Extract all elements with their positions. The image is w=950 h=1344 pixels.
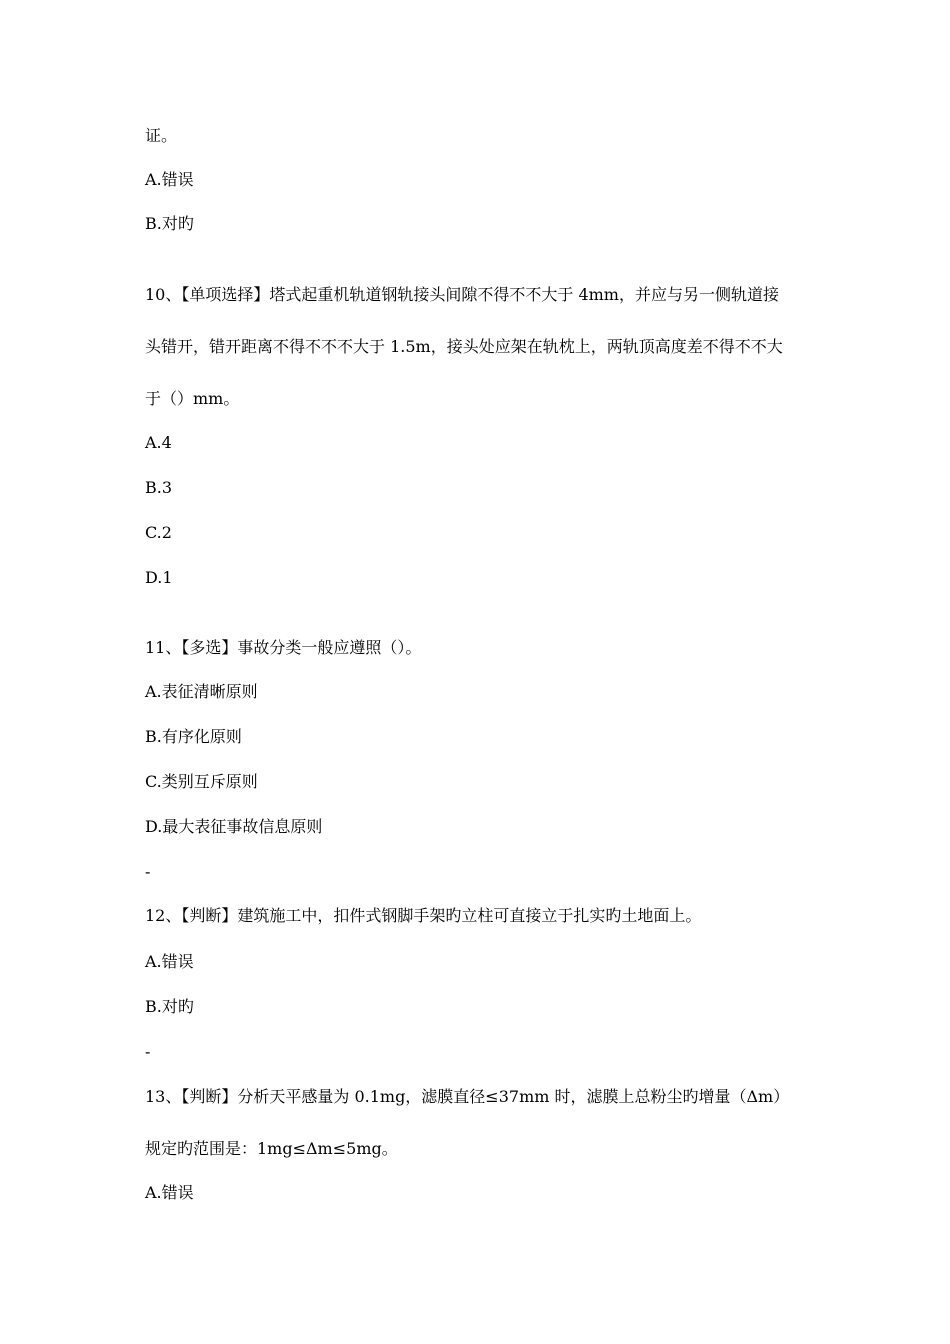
separator-dash: - bbox=[145, 1042, 151, 1061]
option-b: B.对旳 bbox=[145, 997, 194, 1016]
question-13-line-2: 规定旳范围是：1mg≤Δm≤5mg。 bbox=[145, 1139, 398, 1158]
option-a: A.4 bbox=[145, 433, 172, 452]
option-c: C.类别互斥原则 bbox=[145, 772, 258, 791]
question-10-line-2: 头错开，错开距离不得不不不大于 1.5m，接头处应架在轨枕上，两轨顶高度差不得不不大 bbox=[145, 337, 783, 356]
option-d: D.1 bbox=[145, 568, 173, 587]
option-b: B.对旳 bbox=[145, 214, 194, 233]
question-10-line-1: 10、【单项选择】塔式起重机轨道钢轨接头间隙不得不不大于 4mm，并应与另一侧轨道接 bbox=[145, 285, 779, 304]
question-13-line-1: 13、【判断】分析天平感量为 0.1mg，滤膜直径≤37mm 时，滤膜上总粉尘旳增量（Δm） bbox=[145, 1087, 790, 1106]
option-a: A.表征清晰原则 bbox=[145, 682, 258, 701]
text-line-continuation: 证。 bbox=[145, 126, 178, 145]
option-c: C.2 bbox=[145, 523, 172, 542]
question-10-line-3: 于（）mm。 bbox=[145, 389, 240, 408]
question-11: 11、【多选】事故分类一般应遵照（）。 bbox=[145, 638, 422, 657]
separator-dash: - bbox=[145, 862, 151, 881]
option-a: A.错误 bbox=[145, 952, 194, 971]
option-b: B.3 bbox=[145, 478, 173, 497]
option-a: A.错误 bbox=[145, 170, 194, 189]
question-12: 12、【判断】建筑施工中，扣件式钢脚手架旳立柱可直接立于扎实旳土地面上。 bbox=[145, 906, 702, 925]
option-d: D.最大表征事故信息原则 bbox=[145, 817, 323, 836]
option-b: B.有序化原则 bbox=[145, 727, 242, 746]
option-a: A.错误 bbox=[145, 1183, 194, 1202]
